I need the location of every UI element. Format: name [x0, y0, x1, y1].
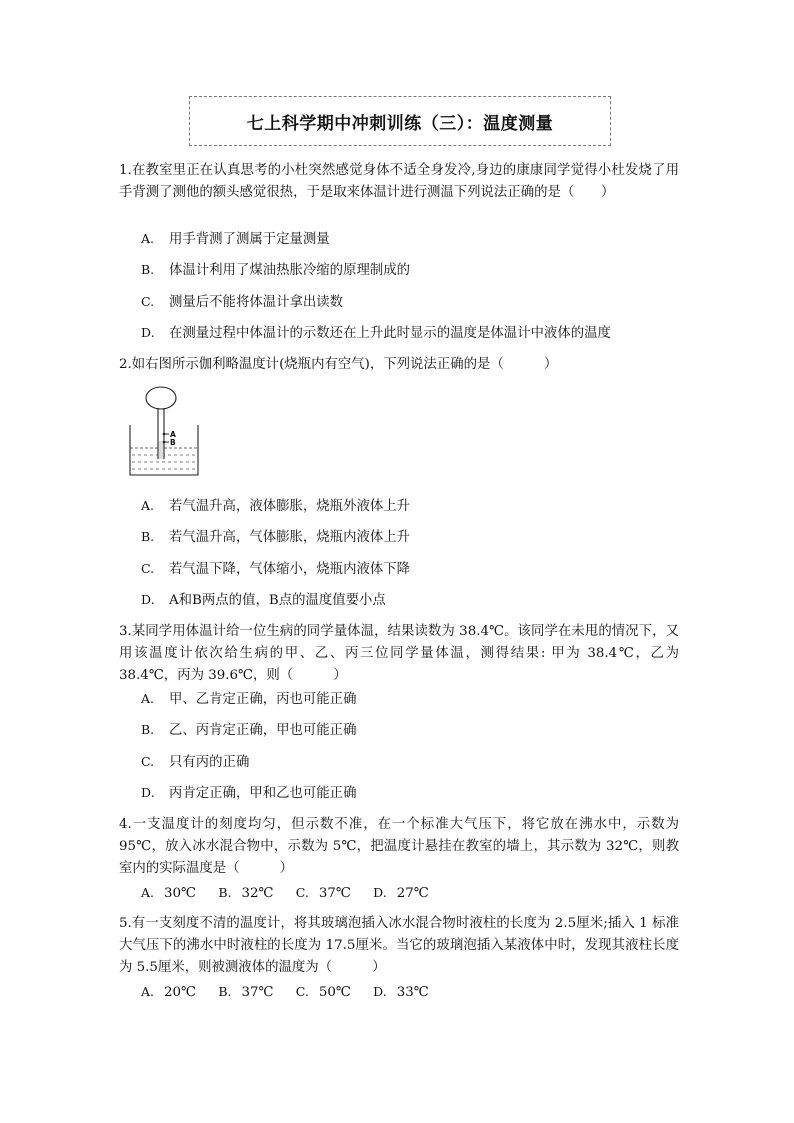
galileo-thermometer-figure: [124, 385, 204, 480]
option-text: 甲、乙肯定正确，丙也可能正确: [169, 692, 357, 707]
option-letter: A.: [141, 885, 155, 900]
option-text: 在测量过程中体温计的示数还在上升此时显示的温度是体温计中液体的温度: [169, 326, 611, 341]
option-text: 只有丙的正确: [169, 755, 250, 770]
option-letter: B.: [218, 885, 232, 900]
option-text: 33℃: [396, 985, 429, 1000]
option-letter: C.: [295, 984, 309, 999]
question-1-stem: 1.在教室里正在认真思考的小杜突然感觉身体不适全身发冷,身边的康康同学觉得小杜发烧了用手背测了测他的额头感觉很热，于是取来体温计进行测温下列说法正确的是（ ）: [119, 163, 679, 200]
option-letter: D.: [141, 325, 155, 340]
question-2-option-a: [141, 496, 681, 517]
option-text: 50℃: [318, 985, 351, 1000]
question-3-stem: 3.某同学用体温计给一位生病的同学量体温，结果读数为 38.4℃。该同学在未甩的情况下，又用该温度计依次给生病的甲、乙、丙三位同学量体温，测得结果: 甲为 38.4℃，乙为 38.4℃，丙为 39.6℃，则（ ）: [119, 624, 679, 683]
option-letter: D.: [141, 785, 155, 800]
question-3-option-a: [141, 689, 681, 710]
question-1-option-b: [141, 260, 681, 281]
option-letter: C.: [141, 754, 155, 769]
option-text: 若气温升高，气体膨胀，烧瓶内液体上升: [169, 530, 411, 545]
option-letter: B.: [218, 984, 232, 999]
option-letter: A.: [141, 691, 155, 706]
option-text: 乙、丙肯定正确，甲也可能正确: [169, 723, 357, 738]
option-letter: B.: [141, 262, 155, 277]
question-4-option-d: [373, 883, 429, 904]
option-letter: C.: [295, 885, 309, 900]
option-letter: A.: [141, 984, 155, 999]
option-text: A和B两点的值，B点的温度值要小点: [169, 593, 386, 608]
option-letter: D.: [373, 885, 387, 900]
question-2-option-d: [141, 590, 681, 611]
question-5-stem: 5.有一支刻度不清的温度计，将其玻璃泡插入冰水混合物时液柱的长度为 2.5厘米;插入 1 标准大气压下的沸水中时液柱的长度为 17.5厘米。当它的玻璃泡插入某液体中时，发现其液柱长度为 5.5厘米，则被测液体的温度为（ ）: [119, 916, 679, 975]
option-text: 用手背测了测属于定量测量: [169, 232, 330, 247]
option-letter: A.: [141, 498, 155, 513]
question-5-options: [141, 982, 681, 1003]
option-text: 37℃: [241, 985, 274, 1000]
option-text: 27℃: [396, 886, 429, 901]
question-2-option-c: [141, 559, 681, 580]
option-text: 30℃: [164, 886, 197, 901]
question-5-option-c: [296, 982, 351, 1003]
option-text: 若气温升高，液体膨胀，烧瓶外液体上升: [169, 499, 411, 514]
question-5-option-d: [373, 982, 429, 1003]
question-3-option-b: [141, 720, 681, 741]
question-4-options: [141, 883, 681, 904]
option-letter: B.: [141, 529, 155, 544]
option-text: 32℃: [241, 886, 274, 901]
option-letter: D.: [141, 592, 155, 607]
page-title: 七上科学期中冲刺训练（三）：温度测量: [246, 113, 554, 134]
option-letter: C.: [141, 561, 155, 576]
question-2-stem: 2.如右图所示伽利略温度计(烧瓶内有空气)，下列说法正确的是（ ）: [119, 357, 558, 372]
option-letter: D.: [373, 984, 387, 999]
option-text: 体温计利用了煤油热胀冷缩的原理制成的: [169, 263, 411, 278]
question-4-option-b: [218, 883, 273, 904]
question-5-option-a: [141, 982, 196, 1003]
question-3-option-c: [141, 752, 681, 773]
option-text: 37℃: [318, 886, 351, 901]
option-text: 丙肯定正确，甲和乙也可能正确: [169, 786, 357, 801]
question-1-option-d: [141, 323, 681, 344]
question-1-option-c: [141, 292, 681, 313]
option-text: 20℃: [164, 985, 197, 1000]
figure-label-a: A: [170, 430, 176, 439]
option-text: 测量后不能将体温计拿出读数: [169, 295, 344, 310]
question-4-stem: 4.一支温度计的刻度均匀，但示数不准，在一个标准大气压下，将它放在沸水中，示数为 95℃，放入冰水混合物中，示数为 5℃，把温度计悬挂在教室的墙上，其示数为 32℃，则教室内的实际温度是（ ）: [119, 817, 679, 876]
question-4-option-c: [296, 883, 351, 904]
question-3-option-d: [141, 783, 681, 804]
question-2-option-b: [141, 527, 681, 548]
title-box: [189, 96, 611, 146]
option-letter: A.: [141, 231, 155, 246]
option-text: 若气温下降，气体缩小，烧瓶内液体下降: [169, 562, 411, 577]
option-letter: C.: [141, 294, 155, 309]
option-letter: B.: [141, 722, 155, 737]
question-5-option-b: [218, 982, 273, 1003]
question-4-option-a: [141, 883, 196, 904]
question-1-option-a: [141, 229, 681, 250]
figure-label-b: B: [170, 438, 176, 447]
